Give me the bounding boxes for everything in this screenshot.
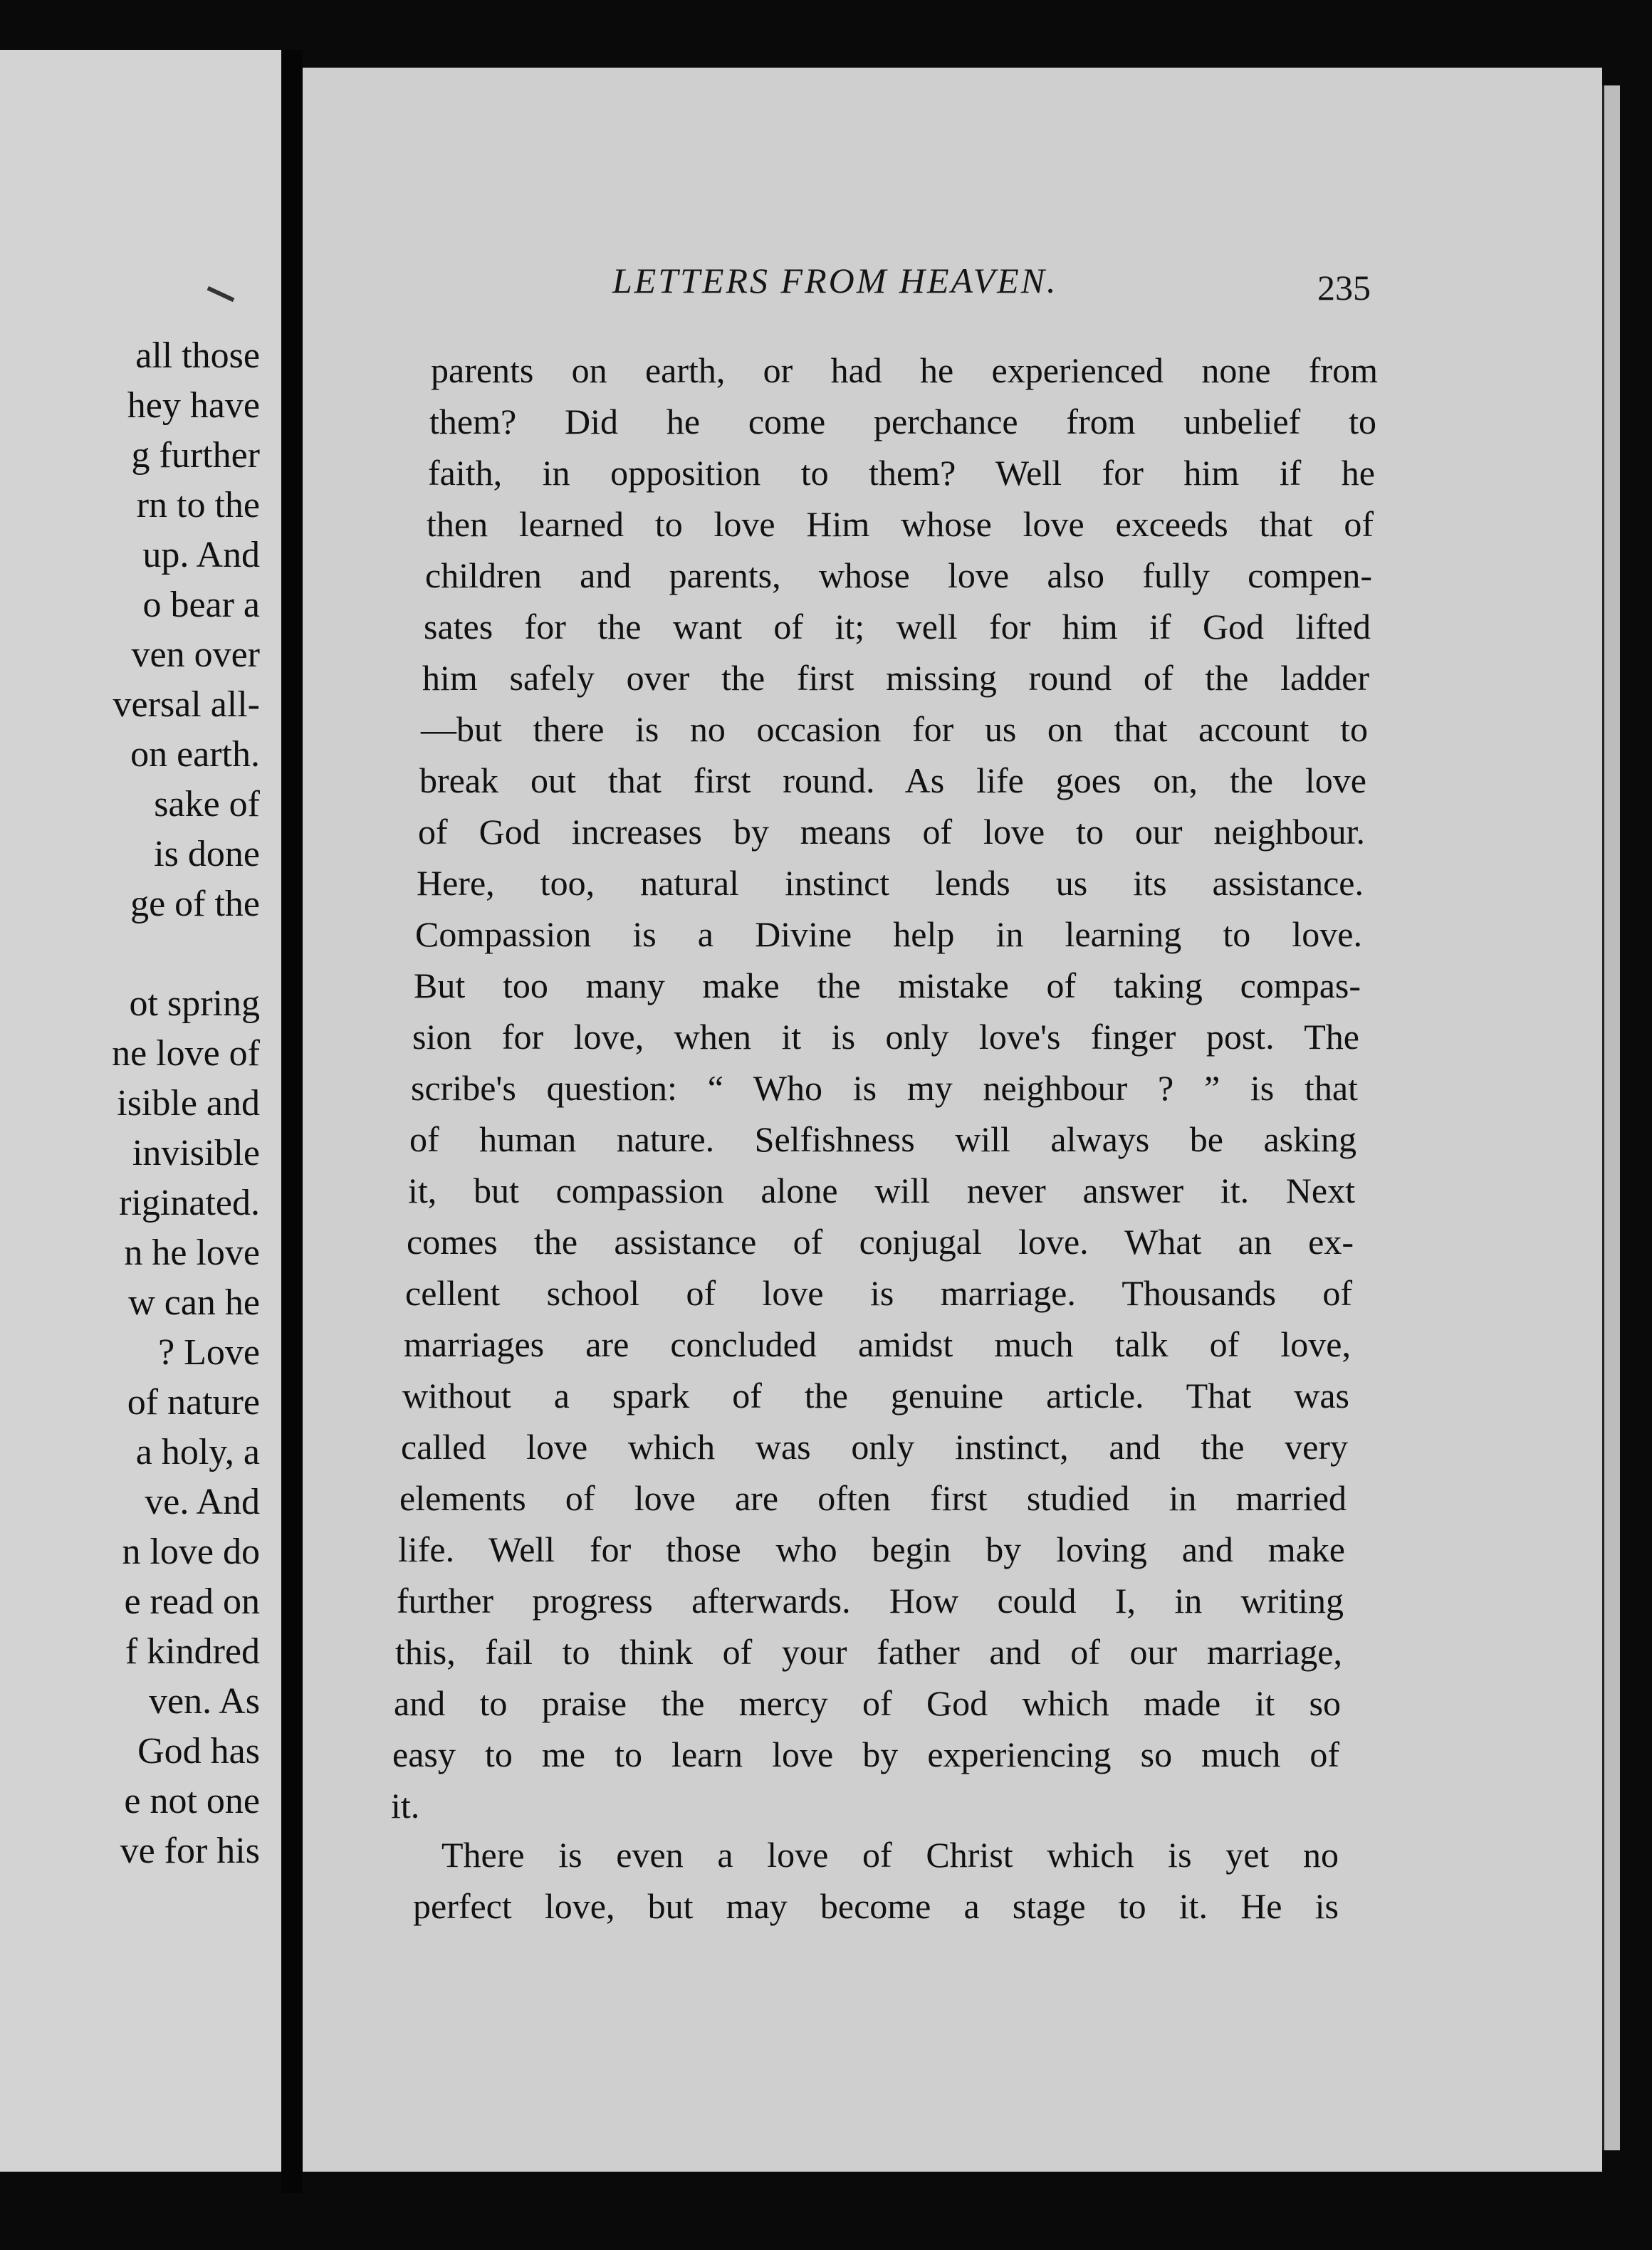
body-line: Here, too, natural instinct lends us its assistance.: [417, 863, 1364, 903]
left-page-line: hey have: [127, 385, 260, 426]
page-number: 235: [1317, 268, 1371, 308]
left-page-line: n he love: [124, 1233, 260, 1273]
running-head: LETTERS FROM HEAVEN.: [612, 261, 1058, 300]
body-line: him safely over the first missing round of the ladder: [422, 658, 1369, 698]
body-line: of God increases by means of love to our neighbour.: [418, 812, 1365, 852]
body-line: and to praise the mercy of God which made it so: [394, 1683, 1341, 1723]
body-line: sion for love, when it is only love's finger post. The: [412, 1017, 1359, 1057]
body-line: There is even a love of Christ which is yet no: [441, 1835, 1339, 1875]
left-page-line: on earth.: [130, 734, 260, 775]
left-page-line: riginated.: [119, 1183, 260, 1223]
body-line: break out that first round. As life goes on, the love: [419, 760, 1366, 800]
left-page-line: ve for his: [120, 1831, 260, 1871]
body-line: faith, in opposition to them? Well for him if he: [428, 453, 1375, 493]
body-line: them? Did he come perchance from unbelief to: [429, 402, 1376, 441]
left-page-line: ? Love: [158, 1332, 260, 1373]
left-page-line: ot spring: [129, 983, 260, 1024]
body-line: But too many make the mistake of taking compas-: [414, 966, 1361, 1005]
body-line: called love which was only instinct, and the very: [401, 1427, 1348, 1467]
left-page-line: is done: [154, 834, 260, 874]
left-page-line: up. And: [142, 535, 260, 575]
book-gutter: [281, 50, 303, 2193]
left-page-line: ne love of: [112, 1033, 260, 1074]
page-smudge: [207, 286, 235, 302]
left-page-line: ge of the: [130, 884, 260, 924]
body-line: it, but compassion alone will never answer it. Next: [408, 1171, 1355, 1210]
left-page-line: ve. And: [145, 1482, 260, 1522]
body-line: without a spark of the genuine article. That was: [402, 1376, 1349, 1416]
left-page-line: rn to the: [136, 485, 260, 525]
left-page-line: w can he: [128, 1282, 260, 1323]
body-line: —but there is no occasion for us on that account to: [421, 709, 1368, 749]
body-line: it.: [391, 1786, 420, 1826]
left-page-line: ven. As: [149, 1681, 260, 1722]
body-line: perfect love, but may become a stage to it. He is: [413, 1886, 1339, 1926]
left-page-line: e not one: [124, 1781, 260, 1821]
body-line: Compassion is a Divine help in learning to love.: [415, 914, 1362, 954]
left-page-line: o bear a: [142, 585, 260, 625]
body-line: then learned to love Him whose love exceeds that of: [427, 504, 1374, 544]
left-page-line: isible and: [117, 1083, 260, 1124]
body-line: children and parents, whose love also fully compen-: [425, 555, 1372, 595]
left-page-line: e read on: [124, 1581, 260, 1622]
left-page-line: versal all-: [113, 684, 260, 725]
left-page-line: g further: [131, 435, 260, 476]
body-line: marriages are concluded amidst much talk of love,: [404, 1324, 1351, 1364]
body-line: this, fail to think of your father and of our marriage,: [395, 1632, 1342, 1672]
left-page-line: invisible: [132, 1133, 260, 1173]
left-page: [0, 50, 281, 2172]
left-page-line: sake of: [154, 784, 260, 825]
left-page-line: of nature: [127, 1382, 260, 1423]
left-page-line: n love do: [122, 1532, 260, 1572]
body-line: life. Well for those who begin by loving and make: [398, 1529, 1345, 1569]
body-line: of human nature. Selfishness will always be asking: [409, 1119, 1356, 1159]
body-line: further progress afterwards. How could I, in writing: [397, 1581, 1344, 1621]
left-page-line: a holy, a: [135, 1432, 260, 1472]
body-line: scribe's question: “ Who is my neighbour ? ” is that: [411, 1068, 1358, 1108]
body-line: parents on earth, or had he experienced none from: [431, 350, 1378, 390]
left-page-line: ven over: [131, 634, 260, 675]
body-line: easy to me to learn love by experiencing so much of: [392, 1734, 1339, 1774]
left-page-line: f kindred: [125, 1631, 260, 1672]
body-line: cellent school of love is marriage. Thousands of: [405, 1273, 1352, 1313]
page-edge: [1602, 85, 1620, 2150]
left-page-line: God has: [137, 1731, 260, 1772]
left-page-line: all those: [135, 335, 260, 376]
body-line: comes the assistance of conjugal love. What an ex-: [407, 1222, 1354, 1262]
body-line: elements of love are often first studied in married: [399, 1478, 1347, 1518]
body-line: sates for the want of it; well for him if God lifted: [424, 607, 1371, 647]
